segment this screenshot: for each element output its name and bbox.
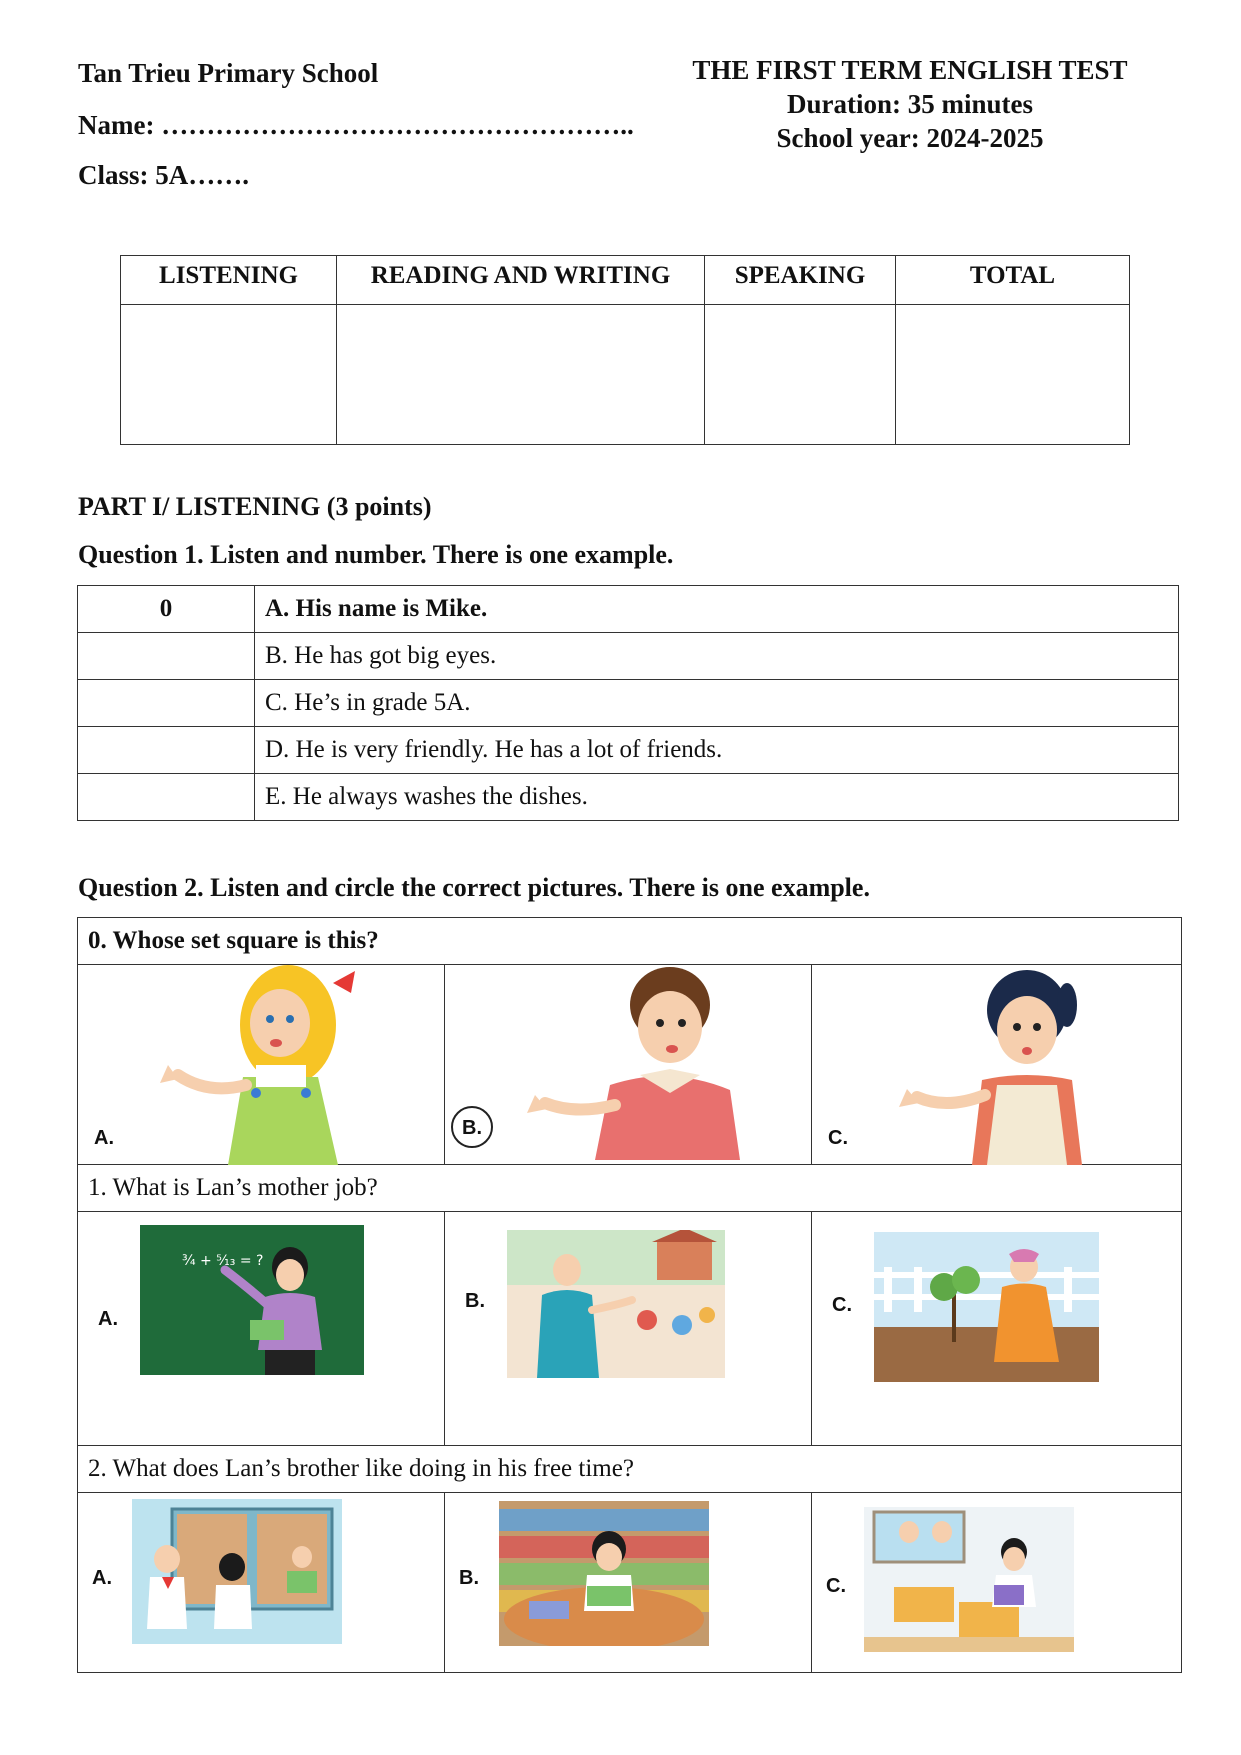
q2-2-option-c[interactable]: [812, 1493, 1182, 1673]
student-name-line: Name: ……………………………………………..: [78, 110, 634, 140]
woman-farm-illustration: [507, 1230, 725, 1378]
table-row: [78, 774, 1179, 821]
q1-sentence: E. He always washes the dishes.: [255, 774, 1179, 821]
option-label: A.: [92, 1567, 112, 1589]
test-duration: Duration: 35 minutes: [786, 89, 1033, 119]
score-header-total: TOTAL: [896, 256, 1130, 305]
q1-number-cell[interactable]: [78, 774, 255, 821]
q2-0-option-c[interactable]: [812, 965, 1182, 1165]
q1-sentence: B. He has got big eyes.: [255, 633, 1179, 680]
score-cell-total[interactable]: [896, 305, 1130, 445]
q2-question-0: 0. Whose set square is this?: [78, 918, 1182, 965]
q2-0-option-a[interactable]: [78, 965, 445, 1165]
option-label: B.: [459, 1567, 479, 1589]
svg-text:¾ + ⁵⁄₁₃ = ?: ¾ + ⁵⁄₁₃ = ?: [182, 1253, 264, 1269]
q1-table: [77, 585, 1179, 821]
table-row: [78, 586, 1179, 633]
option-label: B.: [462, 1117, 482, 1139]
girl-pointing-illustration: [138, 965, 388, 1165]
q1-sentence: C. He’s in grade 5A.: [255, 680, 1179, 727]
teacher-chalkboard-illustration: [140, 1225, 364, 1375]
woman-planting-tree-illustration: [874, 1232, 1099, 1382]
option-label: C.: [828, 1127, 848, 1149]
class-line: Class: 5A…….: [78, 160, 250, 190]
q1-number-cell: 0: [78, 586, 255, 633]
part1-title: PART I/ LISTENING (3 points): [78, 492, 432, 521]
q2-2-option-a[interactable]: [78, 1493, 445, 1673]
q1-sentence: D. He is very friendly. He has a lot of friends.: [255, 727, 1179, 774]
test-title: THE FIRST TERM ENGLISH TEST: [692, 55, 1128, 85]
table-row: [78, 680, 1179, 727]
option-label: A.: [98, 1308, 118, 1330]
score-cell-speaking[interactable]: [705, 305, 896, 445]
score-cell-reading-writing[interactable]: [337, 305, 705, 445]
boy-reading-classroom-illustration: [864, 1507, 1074, 1652]
school-name: Tan Trieu Primary School: [78, 58, 379, 88]
option-label: B.: [465, 1290, 485, 1312]
score-header-listening: LISTENING: [121, 256, 337, 305]
school-year: School year: 2024-2025: [776, 123, 1044, 153]
girl-apron-illustration: [867, 965, 1127, 1165]
q2-1-option-c[interactable]: [812, 1212, 1182, 1446]
score-cell-listening[interactable]: [121, 305, 337, 445]
q2-question-1: 1. What is Lan’s mother job?: [78, 1165, 1182, 1212]
q1-number-cell[interactable]: [78, 633, 255, 680]
q1-number-cell[interactable]: [78, 680, 255, 727]
table-row: [78, 633, 1179, 680]
score-header-speaking: SPEAKING: [705, 256, 896, 305]
table-row: [78, 727, 1179, 774]
q2-0-option-b[interactable]: [445, 965, 812, 1165]
boy-pointing-illustration: [490, 965, 760, 1160]
q1-title: Question 1. Listen and number. There is one example.: [78, 540, 674, 569]
q2-1-option-b[interactable]: [445, 1212, 812, 1446]
score-header-reading-writing: READING AND WRITING: [337, 256, 705, 305]
girl-reading-library-illustration: [499, 1501, 709, 1646]
q2-1-option-a[interactable]: [78, 1212, 445, 1446]
option-label: C.: [832, 1294, 852, 1316]
q2-table: [77, 917, 1182, 1673]
score-table: [120, 255, 1130, 445]
q1-sentence: A. His name is Mike.: [255, 586, 1179, 633]
kids-looking-library-illustration: [132, 1499, 342, 1644]
q1-number-cell[interactable]: [78, 727, 255, 774]
option-label: A.: [94, 1127, 114, 1149]
q2-question-2: 2. What does Lan’s brother like doing in his free time?: [78, 1446, 1182, 1493]
option-label: C.: [826, 1575, 846, 1597]
q2-2-option-b[interactable]: [445, 1493, 812, 1673]
q2-title: Question 2. Listen and circle the correct pictures. There is one example.: [78, 873, 870, 902]
